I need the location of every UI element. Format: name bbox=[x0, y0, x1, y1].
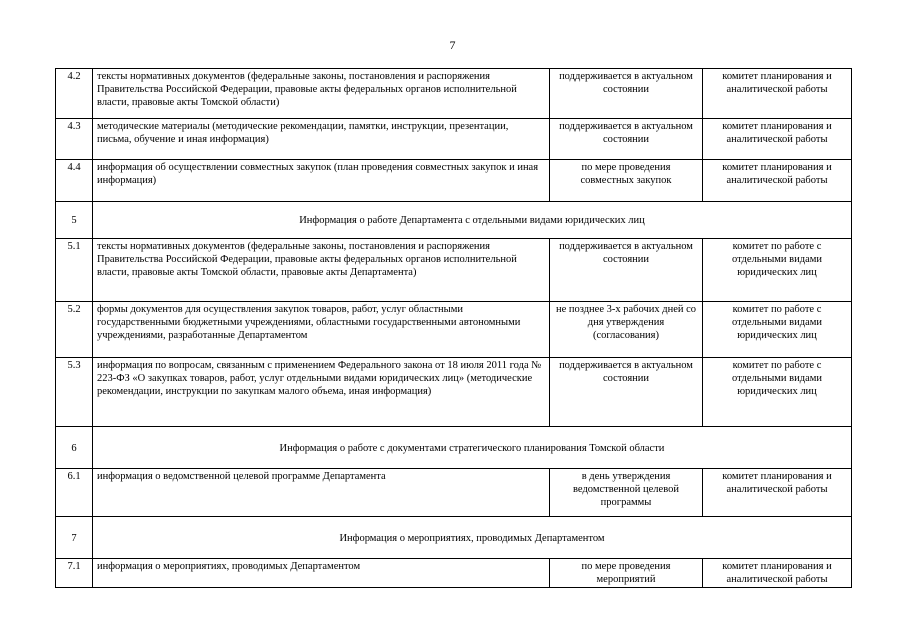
row-description: информация об осуществлении совместных закупок (план проведения совместных закупок и иная информация) bbox=[93, 160, 550, 202]
row-number: 4.2 bbox=[56, 69, 93, 119]
table-row bbox=[56, 160, 852, 202]
table-row bbox=[56, 358, 852, 427]
table-row bbox=[56, 469, 852, 517]
row-number: 5.1 bbox=[56, 239, 93, 302]
row-responsible: комитет планирования и аналитической работы bbox=[703, 119, 852, 160]
section-title: Информация о работе Департамента с отдельными видами юридических лиц bbox=[93, 202, 852, 239]
row-description: информация о ведомственной целевой программе Департамента bbox=[93, 469, 550, 517]
section-number: 7 bbox=[56, 517, 93, 559]
row-description: тексты нормативных документов (федеральные законы, постановления и распоряжения Правительства Российской Федерации, правовые акты федеральных органов исполнительной власти, правовые акты Томской области, правовые акты Департамента) bbox=[93, 239, 550, 302]
row-number: 4.3 bbox=[56, 119, 93, 160]
table-row bbox=[56, 559, 852, 588]
table-row bbox=[56, 302, 852, 358]
section-number: 5 bbox=[56, 202, 93, 239]
row-description: формы документов для осуществления закупок товаров, работ, услуг областными государственными бюджетными учреждениями, областными государственными автономными учреждениями, разработанные Департаментом bbox=[93, 302, 550, 358]
row-term: по мере проведения совместных закупок bbox=[550, 160, 703, 202]
section-title: Информация о работе с документами стратегического планирования Томской области bbox=[93, 427, 852, 469]
row-term: в день утверждения ведомственной целевой программы bbox=[550, 469, 703, 517]
row-description: информация о мероприятиях, проводимых Департаментом bbox=[93, 559, 550, 588]
table-row bbox=[56, 119, 852, 160]
row-term: поддерживается в актуальном состоянии bbox=[550, 358, 703, 427]
page-number: 7 bbox=[449, 38, 456, 52]
row-responsible: комитет по работе с отдельными видами юридических лиц bbox=[703, 302, 852, 358]
row-responsible: комитет по работе с отдельными видами юридических лиц bbox=[703, 239, 852, 302]
row-responsible: комитет планирования и аналитической работы bbox=[703, 69, 852, 119]
row-responsible: комитет по работе с отдельными видами юридических лиц bbox=[703, 358, 852, 427]
table-row bbox=[56, 69, 852, 119]
section-number: 6 bbox=[56, 427, 93, 469]
row-responsible: комитет планирования и аналитической работы bbox=[703, 160, 852, 202]
row-number: 7.1 bbox=[56, 559, 93, 588]
row-description: методические материалы (методические рекомендации, памятки, инструкции, презентации, письма, обучение и иная информация) bbox=[93, 119, 550, 160]
row-number: 5.3 bbox=[56, 358, 93, 427]
section-row bbox=[56, 427, 852, 469]
row-term: поддерживается в актуальном состоянии bbox=[550, 69, 703, 119]
row-term: поддерживается в актуальном состоянии bbox=[550, 119, 703, 160]
row-description: тексты нормативных документов (федеральные законы, постановления и распоряжения Правительства Российской Федерации, правовые акты федеральных органов исполнительной власти, правовые акты Томской области) bbox=[93, 69, 550, 119]
row-term: по мере проведения мероприятий bbox=[550, 559, 703, 588]
row-responsible: комитет планирования и аналитической работы bbox=[703, 559, 852, 588]
row-responsible: комитет планирования и аналитической работы bbox=[703, 469, 852, 517]
row-number: 5.2 bbox=[56, 302, 93, 358]
section-row bbox=[56, 517, 852, 559]
row-description: информация по вопросам, связанным с применением Федерального закона от 18 июля 2011 года № 223-ФЗ «О закупках товаров, работ, услуг отдельными видами юридических лиц» (методические рекомендации, инструкции по закупкам малого объема, иная информация) bbox=[93, 358, 550, 427]
row-number: 6.1 bbox=[56, 469, 93, 517]
information-table bbox=[55, 68, 852, 588]
section-title: Информация о мероприятиях, проводимых Департаментом bbox=[93, 517, 852, 559]
row-number: 4.4 bbox=[56, 160, 93, 202]
table-row bbox=[56, 239, 852, 302]
row-term: не позднее 3-х рабочих дней со дня утверждения (согласования) bbox=[550, 302, 703, 358]
row-term: поддерживается в актуальном состоянии bbox=[550, 239, 703, 302]
section-row bbox=[56, 202, 852, 239]
